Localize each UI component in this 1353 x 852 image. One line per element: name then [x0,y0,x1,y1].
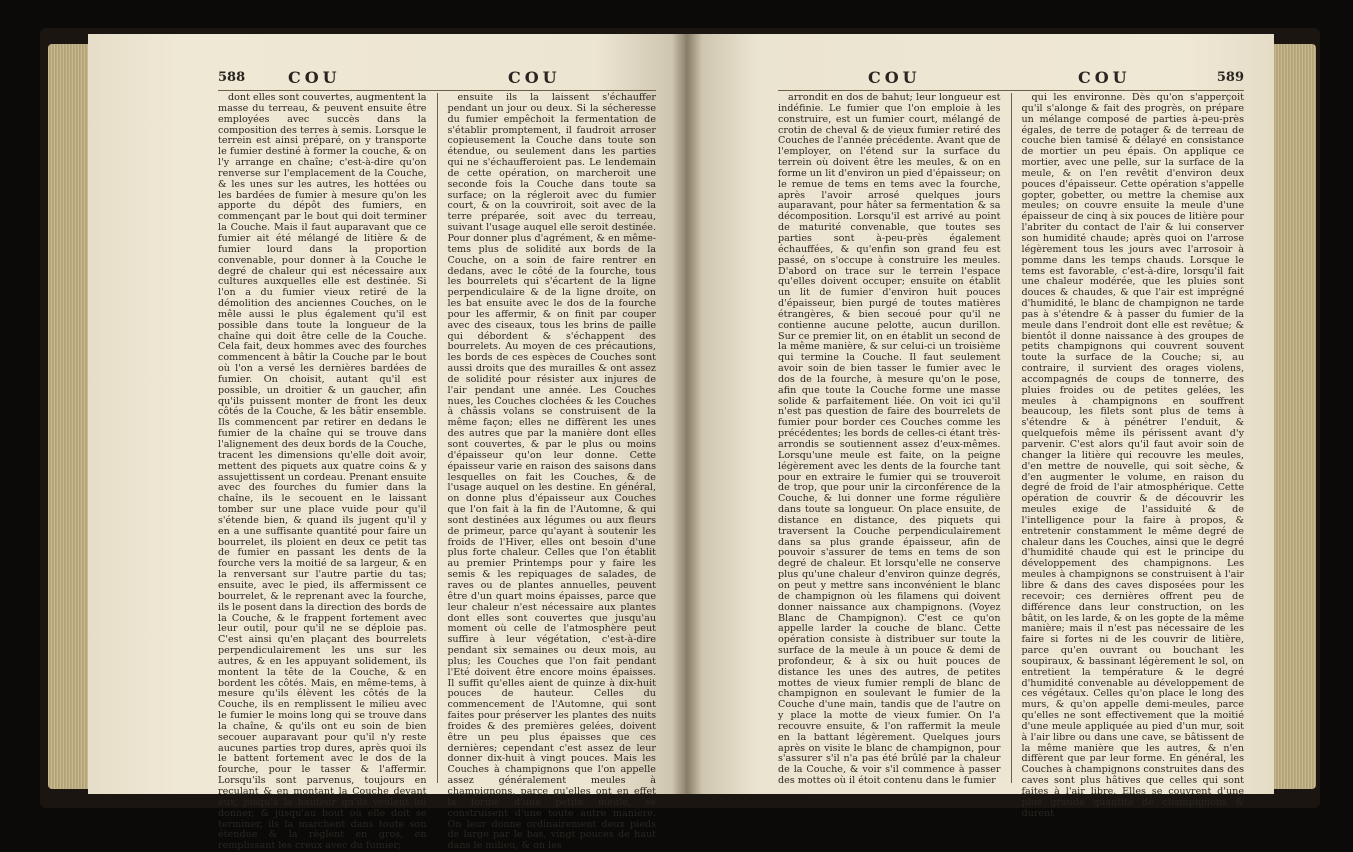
left-column-1 [218,92,427,852]
right-page-number: 589 [1216,70,1244,85]
right-page-edge [1272,44,1316,789]
right-column-1-text: arrondit en dos de bahut; leur longueur est indéfinie. Le fumier que l'on emploie à les construire, est un fumier court, mélangé de crotin de cheval & de vieux fumier retiré des Couches de l'année précédente. Avant que de l'employer, on l'étend sur la surface du terrein où doivent être les meules, & on en forme un lit d'environ un pied d'épaisseur; on le remue de tems en tems avec la fourche, après l'avoir arrosé quelques jours auparavant, pour hâter sa fermentation & sa décomposition. Lorsqu'il est arrivé au point de maturité convenable, que toutes ses parties sont à-peu-près également échauffées, & qu'enfin son grand feu est passé, on s'occupe à construire les meules. D'abord on trace sur le terrein l'espace qu'elles doivent occuper; ensuite on établit un lit de fumier d'environ huit pouces d'épaisseur, bien purgé de toutes matières étrangères, & bien secoué pour qu'il ne contienne aucune pelotte, aucun durillon. Sur ce premier lit, on en établit un second de la même manière, & sur celui-ci un troisième qui termine la Couche. Il faut seulement avoir soin de bien tasser le fumier avec le dos de la fourche, à mesure qu'on le pose, afin que toute la Couche forme une masse solide & parfaitement liée. On voit ici qu'il n'est pas question de faire des bourrelets de fumier pour border ces Couches comme les précédentes; les bords de celles-ci étant très-arrondis se soutiennent assez d'eux-mêmes. Lorsqu'une meule est faite, on la peigne légèrement avec les dents de la fourche tant pour en extraire le fumier qui se trouveroit de trop, que pour unir la circonférence de la Couche, & lui donner une forme régulière dans toute sa longueur. On place ensuite, de distance en distance, des piquets qui traversent la Couche perpendiculairement dans sa plus grande épaisseur, afin de pouvoir s'assurer de tems en tems de son degré de chaleur. Et lorsqu'elle ne conserve plus qu'une chaleur d'environ quinze degrés, on peut y mettre sans inconvénient le blanc de champignon où les filamens qui doivent donner naissance aux champignons. (Voyez Blanc de Champignon). C'est ce qu'on appelle larder la couche de blanc. Cette opération consiste à distribuer sur toute la surface de la meule à un pouce & demi de profondeur, & à six ou huit pouces de distance les unes des autres, de petites mottes de vieux fumier rempli de blanc de champignon en soulevant le fumier de la Couche d'une main, tandis que de l'autre on y place la motte de vieux fumier. On l'a recouvre ensuite, & l'on raffermit la meule en la battant légèrement. Quelques jours après on visite le blanc de champignon, pour s'assurer s'il n'a pas été brûlé par la chaleur de la Couche, & voir s'il commence à passer des mottes où il étoit contenu dans le fumier [778,92,1001,787]
left-page-number: 588 [218,70,246,85]
left-column-2-text: ensuite ils la laissent s'échauffer pendant un jour ou deux. Si la sécheresse du fumier empêchoit la fermentation de s'établir promptement, il faudroit arroser copieusement la Couche dans toute son étendue, ou seulement dans les parties qui ne s'échaufferoient pas. Le lendemain de cette opération, on marcheroit une seconde fois la Couche dans toute sa surface; on la régleroit avec du fumier court, & on la couvriroit, soit avec de la terre préparée, soit avec du terreau, suivant l'usage auquel elle seroit destinée. Pour donner plus d'agrément, & en même-tems plus de solidité aux bords de la Couche, on a soin de faire rentrer en dedans, avec le côté de la fourche, tous les bourrelets qui s'écartent de la ligne perpendiculaire & de la ligne droite, on les bat ensuite avec le dos de la fourche pour les affermir, & on finit par couper avec des ciseaux, tous les brins de paille qui débordent & s'échappent des bourrelets. Au moyen de ces précautions, les bords de ces espèces de Couches sont aussi droits que des murailles & ont assez de solidité pour résister aux injures de l'air pendant une année. Les Couches nues, les Couches clochées & les Couches à châssis volans se construisent de la même façon; elles ne diffèrent les unes des autres que par la manière dont elles sont couvertes, & par le plus ou moins d'épaisseur qu'on leur donne. Cette épaisseur varie en raison des saisons dans lesquelles on fait les Couches, & de l'usage auquel on les destine. En général, on donne plus d'épaisseur aux Couches que l'on fait à la fin de l'Automne, & qui sont destinées aux légumes ou aux fleurs de primeur, parce qu'ayant à soutenir les froids de l'Hiver, elles ont besoin d'une plus forte chaleur. Celles que l'on établit au premier Printemps pour y faire les semis & les repiquages de salades, de raves ou de plantes annuelles, peuvent être d'un quart moins épaisses, parce que leur chaleur n'est nécessaire aux plantes dont elles sont couvertes que jusqu'au moment où celle de l'atmosphère peut suffire à leur végétation, c'est-à-dire pendant six semaines ou deux mois, au plus; les Couches que l'on fait pendant l'Eté doivent être encore moins épaisses. Il suffit qu'elles aient de quinze à dix-huit pouces de hauteur. Celles du commencement de l'Automne, qui sont faites pour préserver les plantes des nuits froides & des premières gelées, doivent être un peu plus épaisses que ces dernières; cependant c'est assez de leur donner dix-huit à vingt pouces. Mais les Couches à champignons que l'on appelle assez généralement meules à champignons, parce qu'elles ont en effet la forme d'une petite meule, se construisent d'une toute autre manière. On leur donne ordinairement deux pieds de large par le bas, vingt pouces de haut dans le milieu, & on les [447,92,656,852]
left-header-word: COU [288,68,341,87]
right-columns [778,92,1244,819]
left-column-2 [447,92,657,852]
right-column-2 [1021,92,1245,819]
left-header-word-2: COU [508,68,561,87]
left-column-rule [437,93,438,783]
book-gutter [672,34,702,794]
left-column-1-text: dont elles sont couvertes, augmentent la masse du terreau, & peuvent ensuite être employées avec succès dans la composition des terres à semis. Lorsque le terrein est ainsi préparé, on y transporte le fumier destiné à former la couche, & on l'y arrange en chaîne; c'est-à-dire qu'on renverse sur l'emplacement de la Couche, & les unes sur les autres, les hottées ou les bardées de fumier à mesure qu'on les apporte du dépôt des fumiers, en commençant par le bout qui doit terminer la Couche. Mais il faut auparavant que ce fumier ait été mélangé de litière & de fumier lourd dans la proportion convenable, pour donner à la Couche le degré de chaleur qui est nécessaire aux cultures auxquelles elle est destinée. Si l'on a du fumier vieux retiré de la démolition des anciennes Couches, on le mêle aussi le plus également qu'il est possible dans toute la longueur de la chaîne qui doit être celle de la Couche. Cela fait, deux hommes avec des fourches commencent à bâtir la Couche par le bout où l'on a versé les dernières bardées de fumier. On choisit, autant qu'il est possible, un droitier & un gaucher, afin qu'ils puissent monter de front les deux côtés de la Couche, & les bâtir ensemble. Ils commencent par retirer en dedans le fumier de la chaîne qui se trouve dans l'alignement des deux bords de la Couche, tracent les dimensions qu'elle doit avoir, mettent des piquets aux quatre coins & y assujettissent un cordeau. Prenant ensuite avec des fourches du fumier dans la chaîne, ils le secouent en le laissant tomber sur une place vuide pour qu'il s'étende bien, & quand ils jugent qu'il y en a une suffisante quantité pour faire un bourrelet, ils ploient en deux ce petit tas de fumier en passant les dents de la fourche vers la moitié de sa largeur, & en la renversant sur l'autre partie du tas; ensuite, avec le pied, ils affermissent ce bourrelet, & le reprenant avec la fourche, ils le posent dans la direction des bords de la Couche, & le frappent fortement avec leur outil, pour qu'il ne se déploie pas. C'est ainsi qu'en plaçant des bourrelets perpendiculairement les uns sur les autres, & en les appuyant solidement, ils montent la tête de la Couche, & en bordent les côtés. Mais, en même-tems, à mesure qu'ils élèvent les côtés de la Couche, ils en remplissent le milieu avec le fumier le moins long qui se trouve dans la chaîne, & qu'ils ont eu soin de bien secouer auparavant pour qu'il n'y reste aucunes parties trop dures, après quoi ils le battent fortement avec le dos de la fourche, pour le tasser & l'affermir. Lorsqu'ils sont parvenus, toujours en reculant & en montant la Couche devant eux, jusqu'à la hauteur qu'ils veulent lui donner, & jusqu'au bout où elle doit se terminer, ils la marchent dans toute son étendue & la règlent en gros, en remplissant les creux avec du fumier; [218,92,427,852]
right-header-word-2: COU [1078,68,1131,87]
right-page [686,34,1274,819]
right-column-rule [1011,93,1012,783]
right-running-head [778,70,1244,91]
right-column-2-text: qui les environne. Dès qu'on s'apperçoit qu'il s'alonge & fait des progrès, on prépare un mélange composé de parties à-peu-près égales, de terre de potager & de terreau de couche bien tamisé & délayé en consistance de mortier un peu épais. On applique ce mortier, avec une pelle, sur la surface de la meule, & on l'en revêtit d'environ deux pouces d'épaisseur. Cette opération s'appelle gopter, gobetter, ou mettre la chemise aux meules; on couvre ensuite la meule d'une épaisseur de cinq à six pouces de litière pour l'abriter du contact de l'air & lui conserver son humidité chaude; après quoi on l'arrose légèrement tous les jours avec l'arrosoir à pomme dans les temps chauds. Lorsque le tems est favorable, c'est-à-dire, lorsqu'il fait une chaleur modérée, que les pluies sont douces & chaudes, & que l'air est imprégné d'humidité, le blanc de champignon ne tarde pas à s'étendre & à passer du fumier de la meule dans l'endroit dont elle est revêtue; & bientôt il donne naissance à des groupes de petits champignons qui couvrent souvent toute la surface de la Couche; si, au contraire, il survient des orages violens, accompagnés de coups de tonnerre, des pluies froides ou de petites gelées, les meules à champignons en souffrent beaucoup, les filets sont plus de tems à s'étendre & à pénétrer l'enduit, & quelquefois même ils périssent avant d'y parvenir. C'est alors qu'il faut avoir soin de changer la litière qui recouvre les meules, d'en mettre de nouvelle, qui soit sèche, & d'en augmenter le volume, en raison du degré de froid de l'air atmosphérique. Cette opération de couvrir & de découvrir les meules exige de l'assiduité & de l'intelligence pour la faire à propos, & entretenir constamment le même degré de chaleur dans les Couches, ainsi que le degré d'humidité chaude qui est le principe du développement des champignons. Les meules à champignons se construisent à l'air libre & dans des caves disposées pour les recevoir; ces dernières offrent peu de différence dans leur construction, on les bâtit, on les larde, & on les gopte de la même manière; mais il n'est pas nécessaire de les faire si fortes ni de les couvrir de litière, parce qu'en ouvrant ou bouchant les soupiraux, & bassinant légèrement le sol, on entretient la température & le degré d'humidité convenable au développement de ces végétaux. Celles qu'on place le long des murs, & qu'on appelle demi-meules, parce qu'elles ne sont effectivement que la moitié d'une meule appliquée au pied d'un mur, soit à l'air libre ou dans une cave, se bâtissent de la même manière que les autres, & n'en diffèrent que par leur forme. En général, les Couches à champignons construites dans des caves sont plus hâtives que celles qui sont faites à l'air libre. Elles se couvrent d'une plus grande quantité de champignons & durent [1021,92,1244,819]
left-running-head [218,70,656,91]
right-column-1 [778,92,1001,787]
right-header-word: COU [868,68,921,87]
left-columns [218,92,656,852]
left-page [88,34,686,852]
left-page-edge [48,44,90,789]
